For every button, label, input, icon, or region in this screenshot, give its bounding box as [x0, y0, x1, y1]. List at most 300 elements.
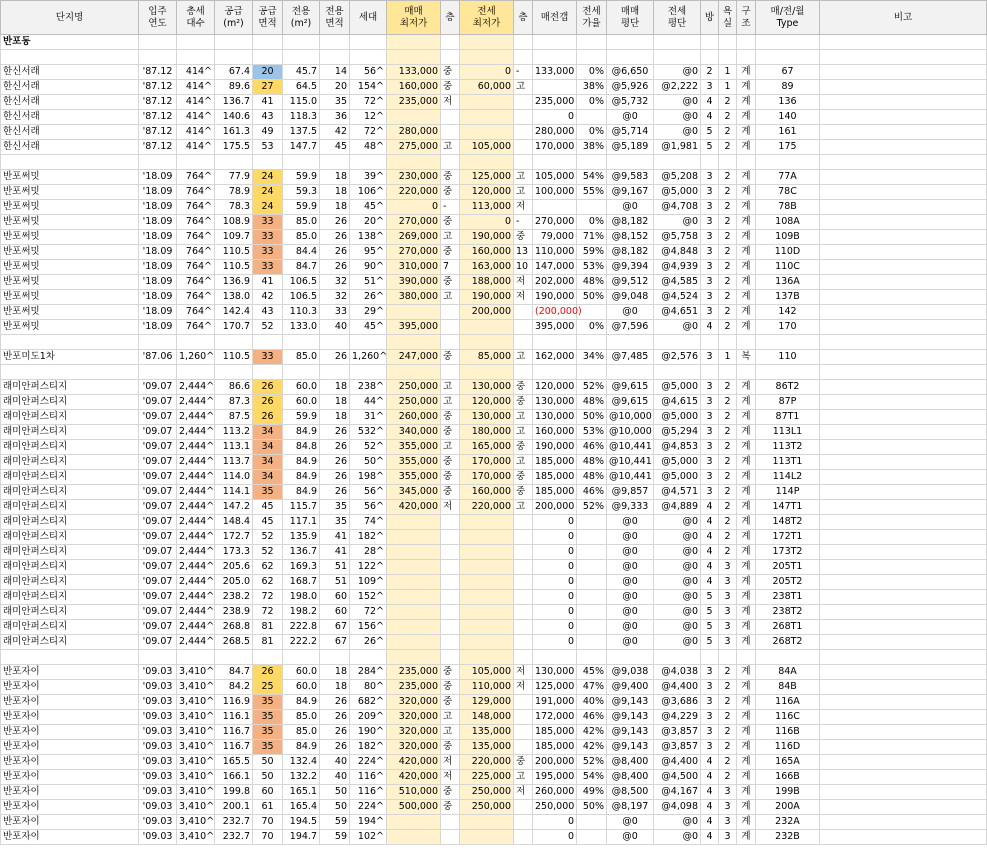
rooms-cell: 3 [701, 695, 719, 710]
price-gap-cell: 162,000 [533, 350, 577, 365]
jeonse-floor-cell: 13 [514, 245, 533, 260]
structure-cell: 계 [737, 485, 756, 500]
exclusive-m2-cell: 84.9 [283, 425, 320, 440]
baths-cell: 2 [719, 110, 737, 125]
supply-area-cell: 70 [253, 830, 283, 845]
price-gap-cell: 185,000 [533, 485, 577, 500]
supply-area-cell: 34 [253, 470, 283, 485]
sale-floor-cell: 고 [441, 395, 460, 410]
exclusive-m2-cell: 59.3 [283, 185, 320, 200]
type-cell: 140 [756, 110, 820, 125]
jeonse-per-py-cell: @0 [654, 515, 701, 530]
sale-floor-cell [441, 125, 460, 140]
sale-min-price-cell: 0 [387, 200, 441, 215]
jeonse-floor-cell: 저 [514, 200, 533, 215]
exclusive-m2-cell: 115.0 [283, 95, 320, 110]
exclusive-m2-cell: 84.9 [283, 455, 320, 470]
price-gap-cell: 185,000 [533, 470, 577, 485]
supply-m2-cell: 173.3 [215, 545, 253, 560]
structure-cell: 계 [737, 590, 756, 605]
structure-cell: 계 [737, 710, 756, 725]
complex-name-cell: 반포써밋 [1, 290, 139, 305]
table-row [1, 530, 987, 545]
rooms-cell: 3 [701, 80, 719, 95]
units-cell: 198^ [350, 470, 387, 485]
units-cell: 56^ [350, 65, 387, 80]
units-cell: 95^ [350, 245, 387, 260]
baths-cell [719, 650, 737, 665]
sale-floor-cell: 중 [441, 350, 460, 365]
price-gap-cell [533, 80, 577, 95]
sale-per-py-cell: @10,441 [607, 440, 654, 455]
jeonse-ratio-cell [577, 515, 607, 530]
spacer-row [1, 155, 987, 170]
exclusive-m2-cell: 60.0 [283, 380, 320, 395]
sale-per-py-cell: @7,485 [607, 350, 654, 365]
sale-min-price-cell [387, 620, 441, 635]
jeonse-min-price-cell: 113,000 [460, 200, 514, 215]
units-cell [350, 335, 387, 350]
complex-name-cell [1, 365, 139, 380]
sale-floor-cell: 고 [441, 140, 460, 155]
move-in-year-cell: '87.12 [139, 80, 177, 95]
header-floor-sale: 층 [441, 1, 460, 35]
table-row [1, 710, 987, 725]
total-households-cell: 2,444^ [177, 560, 215, 575]
type-cell: 110D [756, 245, 820, 260]
move-in-year-cell: '09.03 [139, 785, 177, 800]
jeonse-min-price-cell: 190,000 [460, 230, 514, 245]
baths-cell: 2 [719, 695, 737, 710]
sale-min-price-cell [387, 110, 441, 125]
header-jeonse-per-py: 전세 평단 [654, 1, 701, 35]
jeonse-min-price-cell: 105,000 [460, 140, 514, 155]
sale-floor-cell: 중 [441, 785, 460, 800]
complex-name-cell: 래미안퍼스티지 [1, 485, 139, 500]
total-households-cell: 2,444^ [177, 530, 215, 545]
jeonse-ratio-cell: 48% [577, 455, 607, 470]
units-cell: 50^ [350, 455, 387, 470]
sale-min-price-cell: 390,000 [387, 275, 441, 290]
complex-name-cell: 반포자이 [1, 755, 139, 770]
type-cell: 113L1 [756, 425, 820, 440]
sale-min-price-cell [387, 305, 441, 320]
units-cell: 109^ [350, 575, 387, 590]
jeonse-min-price-cell: 0 [460, 215, 514, 230]
table-row [1, 275, 987, 290]
complex-name-cell: 래미안퍼스티지 [1, 575, 139, 590]
price-gap-cell: 191,000 [533, 695, 577, 710]
baths-cell: 2 [719, 290, 737, 305]
note-cell [820, 485, 987, 500]
table-row [1, 410, 987, 425]
price-gap-cell: 100,000 [533, 185, 577, 200]
jeonse-per-py-cell: @4,939 [654, 260, 701, 275]
jeonse-per-py-cell: @3,686 [654, 695, 701, 710]
jeonse-per-py-cell: @5,208 [654, 170, 701, 185]
units-cell: 56^ [350, 500, 387, 515]
exclusive-m2-cell [283, 365, 320, 380]
units-cell: 20^ [350, 215, 387, 230]
note-cell [820, 140, 987, 155]
complex-name-cell: 반포써밋 [1, 215, 139, 230]
rooms-cell: 3 [701, 215, 719, 230]
sale-per-py-cell: @0 [607, 545, 654, 560]
total-households-cell: 414^ [177, 65, 215, 80]
move-in-year-cell: '09.07 [139, 545, 177, 560]
type-cell: 78C [756, 185, 820, 200]
sale-per-py-cell [607, 335, 654, 350]
rooms-cell: 3 [701, 275, 719, 290]
note-cell [820, 575, 987, 590]
structure-cell: 계 [737, 500, 756, 515]
price-gap-cell: 0 [533, 590, 577, 605]
sale-per-py-cell: @9,615 [607, 380, 654, 395]
sale-min-price-cell [387, 815, 441, 830]
structure-cell [737, 155, 756, 170]
jeonse-floor-cell [514, 125, 533, 140]
jeonse-min-price-cell: 220,000 [460, 755, 514, 770]
supply-m2-cell [215, 335, 253, 350]
total-households-cell: 2,444^ [177, 590, 215, 605]
jeonse-ratio-cell: 42% [577, 725, 607, 740]
units-cell: 45^ [350, 320, 387, 335]
sale-min-price-cell [387, 530, 441, 545]
rooms-cell: 3 [701, 665, 719, 680]
jeonse-floor-cell [514, 605, 533, 620]
rooms-cell [701, 155, 719, 170]
jeonse-min-price-cell: 170,000 [460, 455, 514, 470]
total-households-cell: 764^ [177, 230, 215, 245]
note-cell [820, 410, 987, 425]
rooms-cell [701, 50, 719, 65]
jeonse-ratio-cell [577, 110, 607, 125]
move-in-year-cell: '09.07 [139, 500, 177, 515]
move-in-year-cell: '09.07 [139, 560, 177, 575]
sale-min-price-cell [387, 335, 441, 350]
section-row [1, 35, 987, 50]
sale-min-price-cell: 320,000 [387, 725, 441, 740]
note-cell [820, 170, 987, 185]
table-row [1, 740, 987, 755]
sale-per-py-cell: @8,182 [607, 215, 654, 230]
jeonse-per-py-cell: @0 [654, 590, 701, 605]
jeonse-min-price-cell: 120,000 [460, 395, 514, 410]
move-in-year-cell: '09.03 [139, 770, 177, 785]
note-cell [820, 560, 987, 575]
structure-cell: 계 [737, 305, 756, 320]
sale-min-price-cell: 500,000 [387, 800, 441, 815]
price-gap-cell [533, 365, 577, 380]
price-gap-cell: 160,000 [533, 425, 577, 440]
jeonse-floor-cell [514, 800, 533, 815]
supply-area-cell: 35 [253, 740, 283, 755]
supply-area-cell: 62 [253, 575, 283, 590]
table-row [1, 305, 987, 320]
units-cell: 45^ [350, 200, 387, 215]
table-row [1, 620, 987, 635]
sale-min-price-cell: 355,000 [387, 455, 441, 470]
rooms-cell: 3 [701, 725, 719, 740]
supply-area-cell: 70 [253, 815, 283, 830]
sale-per-py-cell: @9,400 [607, 680, 654, 695]
table-row [1, 500, 987, 515]
rooms-cell: 3 [701, 740, 719, 755]
note-cell [820, 275, 987, 290]
note-cell [820, 530, 987, 545]
jeonse-per-py-cell: @3,857 [654, 725, 701, 740]
price-gap-cell: 185,000 [533, 455, 577, 470]
sale-floor-cell [441, 575, 460, 590]
jeonse-ratio-cell [577, 575, 607, 590]
header-sale-min: 매매 최저가 [387, 1, 441, 35]
sale-per-py-cell: @0 [607, 605, 654, 620]
supply-m2-cell: 205.6 [215, 560, 253, 575]
sale-min-price-cell: 420,000 [387, 770, 441, 785]
total-households-cell: 764^ [177, 260, 215, 275]
sale-per-py-cell: @5,926 [607, 80, 654, 95]
table-row [1, 170, 987, 185]
total-households-cell: 414^ [177, 140, 215, 155]
sale-min-price-cell [387, 545, 441, 560]
jeonse-ratio-cell: 71% [577, 230, 607, 245]
type-cell: 113T2 [756, 440, 820, 455]
jeonse-per-py-cell: @0 [654, 830, 701, 845]
exclusive-m2-cell: 117.1 [283, 515, 320, 530]
structure-cell: 계 [737, 455, 756, 470]
jeonse-per-py-cell: @4,038 [654, 665, 701, 680]
jeonse-ratio-cell: 38% [577, 140, 607, 155]
jeonse-min-price-cell: 220,000 [460, 500, 514, 515]
jeonse-ratio-cell: 40% [577, 695, 607, 710]
price-gap-cell: 0 [533, 620, 577, 635]
rooms-cell: 3 [701, 395, 719, 410]
supply-m2-cell: 116.9 [215, 695, 253, 710]
jeonse-floor-cell [514, 530, 533, 545]
price-gap-cell: 133,000 [533, 65, 577, 80]
price-gap-cell [533, 155, 577, 170]
move-in-year-cell: '18.09 [139, 245, 177, 260]
table-row [1, 680, 987, 695]
baths-cell: 2 [719, 470, 737, 485]
sale-floor-cell: 중 [441, 485, 460, 500]
jeonse-ratio-cell: 48% [577, 470, 607, 485]
supply-m2-cell: 113.1 [215, 440, 253, 455]
price-gap-cell: 195,000 [533, 770, 577, 785]
structure-cell: 계 [737, 620, 756, 635]
table-row [1, 635, 987, 650]
baths-cell [719, 365, 737, 380]
sale-per-py-cell: @10,000 [607, 410, 654, 425]
exclusive-m2-cell: 198.0 [283, 590, 320, 605]
type-cell: 268T2 [756, 635, 820, 650]
total-households-cell [177, 365, 215, 380]
sale-min-price-cell: 270,000 [387, 245, 441, 260]
jeonse-ratio-cell: 0% [577, 65, 607, 80]
jeonse-ratio-cell: 45% [577, 665, 607, 680]
exclusive-area-cell: 40 [320, 320, 350, 335]
move-in-year-cell: '09.07 [139, 485, 177, 500]
complex-name-cell: 한신서래 [1, 65, 139, 80]
table-row [1, 470, 987, 485]
header-ratio: 전세 가율 [577, 1, 607, 35]
jeonse-ratio-cell: 52% [577, 755, 607, 770]
jeonse-min-price-cell: 110,000 [460, 680, 514, 695]
supply-area-cell: 34 [253, 440, 283, 455]
sale-min-price-cell: 355,000 [387, 440, 441, 455]
move-in-year-cell: '18.09 [139, 185, 177, 200]
exclusive-area-cell: 40 [320, 770, 350, 785]
jeonse-per-py-cell: @0 [654, 95, 701, 110]
total-households-cell: 2,444^ [177, 620, 215, 635]
note-cell [820, 80, 987, 95]
exclusive-m2-cell: 85.0 [283, 725, 320, 740]
jeonse-min-price-cell: 60,000 [460, 80, 514, 95]
supply-area-cell: 27 [253, 80, 283, 95]
total-households-cell: 2,444^ [177, 545, 215, 560]
table-row [1, 230, 987, 245]
type-cell: 87T1 [756, 410, 820, 425]
note-cell [820, 710, 987, 725]
move-in-year-cell [139, 50, 177, 65]
price-gap-cell: 0 [533, 635, 577, 650]
jeonse-ratio-cell: 52% [577, 380, 607, 395]
jeonse-min-price-cell: 190,000 [460, 290, 514, 305]
price-gap-cell: 200,000 [533, 500, 577, 515]
supply-m2-cell: 172.7 [215, 530, 253, 545]
table-row [1, 110, 987, 125]
type-cell: 173T2 [756, 545, 820, 560]
header-baths: 욕 실 [719, 1, 737, 35]
baths-cell: 3 [719, 815, 737, 830]
jeonse-min-price-cell [460, 335, 514, 350]
supply-area-cell: 34 [253, 455, 283, 470]
jeonse-floor-cell [514, 50, 533, 65]
move-in-year-cell: '09.07 [139, 425, 177, 440]
jeonse-ratio-cell: 0% [577, 95, 607, 110]
supply-area-cell: 34 [253, 425, 283, 440]
supply-area-cell: 50 [253, 770, 283, 785]
complex-name-cell: 반포써밋 [1, 305, 139, 320]
type-cell: 116C [756, 710, 820, 725]
exclusive-area-cell: 41 [320, 545, 350, 560]
jeonse-ratio-cell: 46% [577, 440, 607, 455]
price-gap-cell: 125,000 [533, 680, 577, 695]
price-gap-cell: 130,000 [533, 395, 577, 410]
supply-area-cell: 62 [253, 560, 283, 575]
exclusive-area-cell [320, 335, 350, 350]
supply-area-cell: 43 [253, 305, 283, 320]
units-cell: 224^ [350, 755, 387, 770]
sale-min-price-cell: 235,000 [387, 680, 441, 695]
table-row [1, 215, 987, 230]
jeonse-min-price-cell [460, 650, 514, 665]
header-floor-jeonse: 층 [514, 1, 533, 35]
structure-cell [737, 50, 756, 65]
rooms-cell: 5 [701, 635, 719, 650]
units-cell: 48^ [350, 140, 387, 155]
jeonse-floor-cell [514, 815, 533, 830]
units-cell: 39^ [350, 170, 387, 185]
rooms-cell: 4 [701, 815, 719, 830]
exclusive-area-cell: 51 [320, 560, 350, 575]
jeonse-per-py-cell: @4,889 [654, 500, 701, 515]
sale-per-py-cell: @8,400 [607, 770, 654, 785]
complex-name-cell: 반포써밋 [1, 245, 139, 260]
exclusive-m2-cell: 106.5 [283, 290, 320, 305]
jeonse-ratio-cell: 52% [577, 500, 607, 515]
structure-cell: 계 [737, 410, 756, 425]
note-cell [820, 380, 987, 395]
total-households-cell [177, 50, 215, 65]
table-row [1, 785, 987, 800]
baths-cell: 2 [719, 500, 737, 515]
sale-min-price-cell [387, 560, 441, 575]
baths-cell: 2 [719, 230, 737, 245]
sale-min-price-cell: 320,000 [387, 710, 441, 725]
sale-floor-cell [441, 605, 460, 620]
units-cell: 26^ [350, 635, 387, 650]
total-households-cell: 3,410^ [177, 725, 215, 740]
total-households-cell [177, 650, 215, 665]
jeonse-per-py-cell: @0 [654, 605, 701, 620]
table-row [1, 770, 987, 785]
supply-m2-cell: 238.9 [215, 605, 253, 620]
sale-min-price-cell: 310,000 [387, 260, 441, 275]
total-households-cell: 764^ [177, 275, 215, 290]
supply-m2-cell: 268.8 [215, 620, 253, 635]
jeonse-per-py-cell [654, 650, 701, 665]
exclusive-area-cell: 26 [320, 440, 350, 455]
complex-name-cell: 반포써밋 [1, 260, 139, 275]
price-gap-cell: 170,000 [533, 140, 577, 155]
baths-cell: 2 [719, 410, 737, 425]
jeonse-floor-cell: 고 [514, 410, 533, 425]
baths-cell: 2 [719, 530, 737, 545]
supply-m2-cell: 114.1 [215, 485, 253, 500]
sale-min-price-cell: 260,000 [387, 410, 441, 425]
jeonse-per-py-cell: @0 [654, 320, 701, 335]
sale-per-py-cell: @9,583 [607, 170, 654, 185]
note-cell [820, 470, 987, 485]
note-cell [820, 680, 987, 695]
structure-cell: 계 [737, 380, 756, 395]
units-cell: 80^ [350, 680, 387, 695]
jeonse-floor-cell [514, 620, 533, 635]
note-cell [820, 695, 987, 710]
exclusive-m2-cell: 137.5 [283, 125, 320, 140]
header-jeonse-min: 전세 최저가 [460, 1, 514, 35]
table-row [1, 350, 987, 365]
sale-min-price-cell: 340,000 [387, 425, 441, 440]
note-cell [820, 455, 987, 470]
supply-area-cell: 52 [253, 545, 283, 560]
exclusive-m2-cell: 59.9 [283, 200, 320, 215]
header-rooms: 방 [701, 1, 719, 35]
sale-per-py-cell: @8,500 [607, 785, 654, 800]
complex-name-cell: 반포자이 [1, 725, 139, 740]
exclusive-m2-cell: 85.0 [283, 230, 320, 245]
exclusive-area-cell [320, 155, 350, 170]
type-cell: 205T2 [756, 575, 820, 590]
rooms-cell: 4 [701, 785, 719, 800]
note-cell [820, 800, 987, 815]
jeonse-min-price-cell: 250,000 [460, 800, 514, 815]
exclusive-area-cell: 26 [320, 710, 350, 725]
baths-cell [719, 155, 737, 170]
note-cell [820, 110, 987, 125]
exclusive-area-cell: 26 [320, 740, 350, 755]
